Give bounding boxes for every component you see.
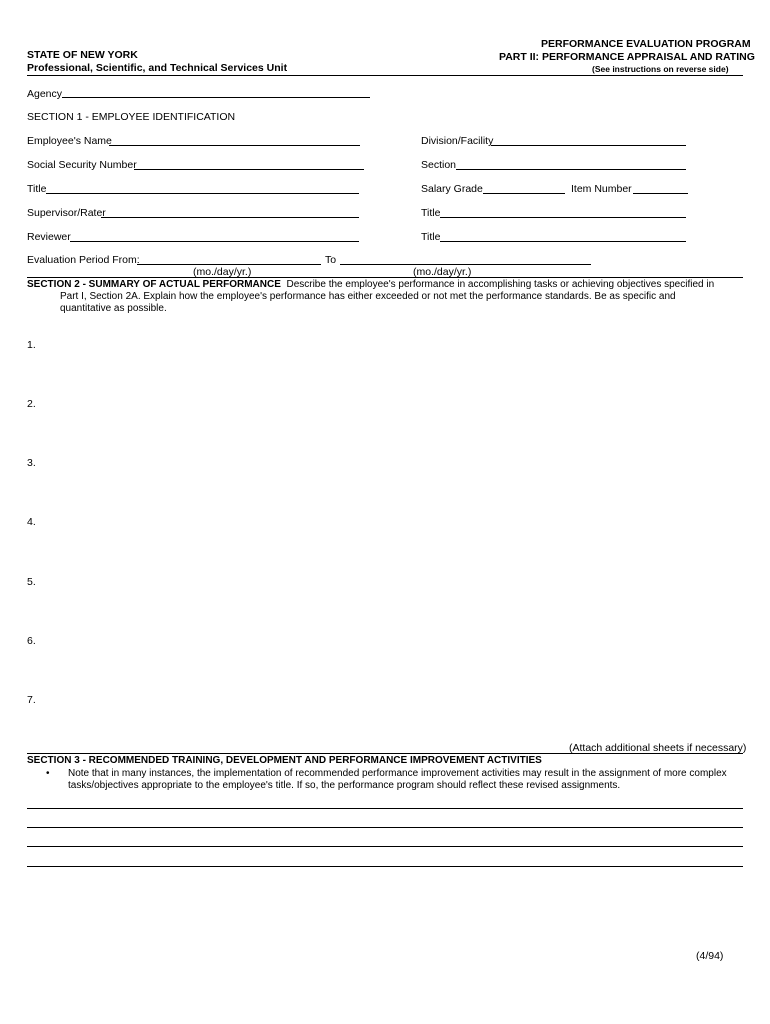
performance-item-number: 5.	[27, 576, 36, 588]
eval-period-to-field[interactable]	[340, 264, 591, 265]
section-field[interactable]	[456, 169, 686, 170]
recommendation-line[interactable]	[27, 846, 743, 847]
supervisor-rater-label: Supervisor/Rater	[27, 207, 106, 219]
item-number-label: Item Number	[571, 183, 632, 195]
reviewer-title-field[interactable]	[440, 241, 686, 242]
performance-item-number: 1.	[27, 339, 36, 351]
form-revision-date: (4/94)	[696, 950, 724, 962]
section2-heading: SECTION 2 - SUMMARY OF ACTUAL PERFORMANCE	[27, 279, 281, 290]
reviewer-label: Reviewer	[27, 231, 71, 243]
employee-name-label: Employee's Name	[27, 135, 112, 147]
reviewer-title-label: Title	[421, 231, 441, 243]
item-number-field[interactable]	[633, 193, 688, 194]
salary-grade-field[interactable]	[483, 193, 565, 194]
section3-note-line1: Note that in many instances, the implementation of recommended performance improvement activities may result in the assignment of more complex	[68, 768, 727, 779]
section1-divider	[27, 277, 743, 278]
date-format-to: (mo./day/yr.)	[413, 266, 472, 278]
section3-bullet: •	[46, 768, 50, 779]
performance-item-number: 6.	[27, 635, 36, 647]
recommendation-line[interactable]	[27, 808, 743, 809]
division-facility-label: Division/Facility	[421, 135, 494, 147]
eval-period-from-field[interactable]	[137, 264, 321, 265]
recommendation-line[interactable]	[27, 827, 743, 828]
section2-description-line3: quantitative as possible.	[60, 303, 167, 314]
performance-item-number: 4.	[27, 516, 36, 528]
performance-item-number: 3.	[27, 457, 36, 469]
section-label: Section	[421, 159, 457, 171]
state-name: STATE OF NEW YORK	[27, 49, 138, 61]
eval-period-from-label: Evaluation Period From:	[27, 254, 140, 266]
reviewer-field[interactable]	[70, 241, 359, 242]
agency-field[interactable]	[62, 97, 370, 98]
salary-grade-label: Salary Grade	[421, 183, 483, 195]
attach-sheets-note: (Attach additional sheets if necessary)	[569, 742, 747, 754]
section3-heading: SECTION 3 - RECOMMENDED TRAINING, DEVELOPMENT AND PERFORMANCE IMPROVEMENT ACTIVITIES	[27, 755, 542, 766]
section2-description-line1: Describe the employee's performance in accomplishing tasks or achieving objectives specified in	[286, 279, 715, 290]
program-title: PERFORMANCE EVALUATION PROGRAM	[541, 38, 751, 50]
performance-item-number: 2.	[27, 398, 36, 410]
supervisor-title-label: Title	[421, 207, 441, 219]
agency-label: Agency	[27, 88, 63, 100]
section2-description-line2: Part I, Section 2A. Explain how the employee's performance has either exceeded or not met the performance standards. Be as specific and	[60, 291, 676, 302]
date-format-from: (mo./day/yr.)	[193, 266, 252, 278]
title-field[interactable]	[46, 193, 359, 194]
ssn-field[interactable]	[134, 169, 364, 170]
part-title: PART II: PERFORMANCE APPRAISAL AND RATING	[499, 51, 755, 63]
performance-item-number: 7.	[27, 694, 36, 706]
section2-divider	[27, 753, 743, 754]
supervisor-title-field[interactable]	[440, 217, 686, 218]
supervisor-rater-field[interactable]	[101, 217, 359, 218]
title-label: Title	[27, 183, 47, 195]
recommendation-line[interactable]	[27, 866, 743, 867]
section2-heading-line	[27, 279, 714, 290]
division-facility-field[interactable]	[491, 145, 686, 146]
header-divider	[27, 75, 743, 76]
employee-name-field[interactable]	[109, 145, 360, 146]
instructions-note: (See instructions on reverse side)	[592, 64, 729, 74]
unit-name: Professional, Scientific, and Technical Services Unit	[27, 62, 288, 74]
section1-heading: SECTION 1 - EMPLOYEE IDENTIFICATION	[27, 111, 236, 123]
section3-note-line2: tasks/objectives appropriate to the employee's title. If so, the performance program should reflect these revised assignments.	[68, 780, 621, 791]
ssn-label: Social Security Number	[27, 159, 137, 171]
eval-period-to-label: To	[325, 254, 337, 266]
